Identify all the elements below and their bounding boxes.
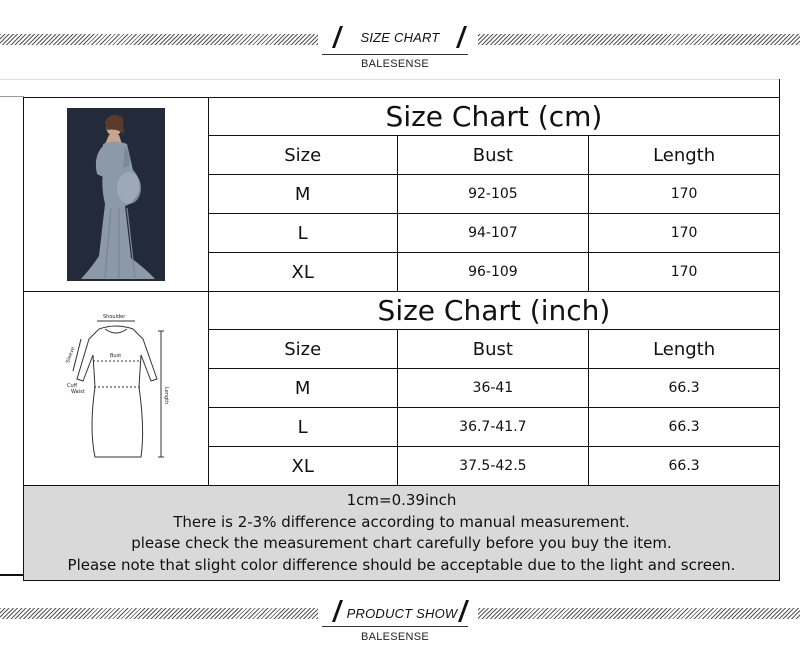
banner-title: PRODUCT SHOW [346, 606, 458, 621]
product-show-banner [0, 576, 800, 656]
inch-length-l: 66.3 [589, 408, 780, 447]
size-chart-banner [0, 0, 800, 80]
inch-header-size: Size [208, 330, 397, 369]
sketch-label-shoulder: Shoulder [102, 313, 126, 320]
size-chart-table [23, 97, 780, 581]
cm-size-l: L [208, 214, 397, 253]
inch-length-xl: 66.3 [589, 447, 780, 486]
cm-size-m: M [208, 175, 397, 214]
cm-header-length: Length [589, 136, 780, 175]
sketch-label-waist: Waist [70, 388, 85, 395]
note-check-chart: please check the measurement chart carefully before you buy the item. [131, 534, 672, 553]
inch-length-m: 66.3 [589, 369, 780, 408]
note-difference: There is 2-3% difference according to manual measurement. [173, 512, 630, 531]
inch-bust-m: 36-41 [397, 369, 589, 408]
inch-bust-l: 36.7-41.7 [397, 408, 589, 447]
banner-title: SIZE CHART [360, 30, 440, 45]
inch-header-length: Length [589, 330, 780, 369]
sketch-label-length: Length [162, 386, 169, 404]
inch-header-bust: Bust [397, 330, 589, 369]
cm-length-m: 170 [589, 175, 780, 214]
sketch-label-sleeve: Sleeve [64, 345, 77, 364]
cm-header-size: Size [208, 136, 397, 175]
model-photo-cell [24, 98, 209, 292]
sketch-label-bust: Bust [109, 352, 122, 359]
cm-length-xl: 170 [589, 253, 780, 292]
dress-measurement-sketch [61, 309, 171, 469]
cm-bust-m: 92-105 [397, 175, 589, 214]
note-color: Please note that slight color difference should be acceptable due to the light and screen. [67, 555, 736, 574]
inch-size-m: M [208, 369, 397, 408]
cm-bust-l: 94-107 [397, 214, 589, 253]
inch-size-xl: XL [208, 447, 397, 486]
inch-size-l: L [208, 408, 397, 447]
cm-bust-xl: 96-109 [397, 253, 589, 292]
dress-sketch-cell [24, 292, 209, 486]
inch-caption: Size Chart (inch) [208, 292, 779, 330]
note-conversion: 1cm=0.39inch [346, 491, 457, 509]
cm-length-l: 170 [589, 214, 780, 253]
measurement-notes [24, 486, 780, 581]
cm-header-bust: Bust [397, 136, 589, 175]
inch-bust-xl: 37.5-42.5 [397, 447, 589, 486]
cm-size-xl: XL [208, 253, 397, 292]
model-photo [67, 108, 165, 281]
cm-caption: Size Chart (cm) [208, 98, 779, 136]
sketch-label-cuff: Cuff [66, 382, 78, 389]
banner-brand: BALESENSE [360, 58, 430, 70]
banner-brand: BALESENSE [360, 631, 430, 643]
